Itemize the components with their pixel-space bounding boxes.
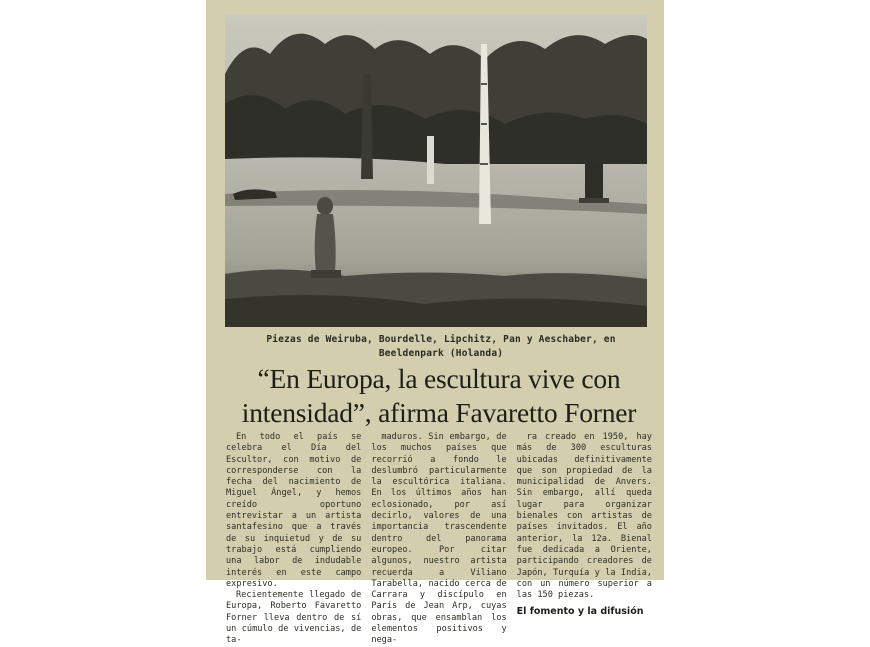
park-sculpture-photo-icon	[225, 14, 647, 327]
body-column-3	[516, 432, 652, 618]
sculpture-park-photo	[225, 14, 647, 327]
col1-paragraph-1: En todo el país se celebra el Día del Escultor, con motivo de corresponderse con la fecha del nacimiento de Miguel Ángel, y hemos creído oportuno entrevistar a un artista santafesino que a través de su inquietud y de su trabajo está cumpliendo una labor de indudable interés en este campo expresivo.	[226, 432, 362, 589]
photo-caption	[246, 333, 636, 361]
headline-line-1: “En Europa, la escultura vive con	[257, 363, 621, 394]
article-body	[226, 432, 652, 646]
body-column-2	[371, 432, 507, 646]
caption-line-2: Beeldenpark (Holanda)	[378, 348, 504, 359]
col2-paragraph-1: maduros. Sin embargo, de los muchos países que recorrió a fondo le deslumbró particularmente la escultórica italiana. En los últimos años han eclosionado, por así decirlo, valores de una importancia trascendente dentro del panorama europeo. Por citar algunos, nuestro artista recuerda a Viliano Tarabella, nacido cerca de Carrara y discípulo en París de Jean Arp, cuyas obras, que ensamblan los elementos positivos y nega-	[371, 432, 507, 646]
body-column-1	[226, 432, 362, 646]
article-headline	[228, 362, 650, 430]
col3-paragraph-1: ra creado en 1950, hay más de 300 esculturas ubicadas definitivamente que son propiedad de la municipalidad de Anvers. Sin embargo, allí queda lugar para organizar bienales con artistas de países invitados. El año anterior, la 12a. Bienal fue dedicada a Oriente, participando creadores de Japón, Turquía y la India, con un número superior a las 150 piezas.	[516, 432, 652, 601]
newspaper-clipping	[206, 0, 664, 646]
col1-paragraph-2: Recientemente llegado de Europa, Roberto Favaretto Forner lleva dentro de sí un cúmulo de vivencias, de ta-	[226, 590, 362, 646]
col3-subheading: El fomento y la difusión	[516, 606, 644, 618]
caption-line-1: Piezas de Weiruba, Bourdelle, Lipchitz, Pan y Aeschaber, en	[266, 334, 616, 345]
headline-line-2: intensidad”, afirma Favaretto Forner	[241, 397, 637, 428]
